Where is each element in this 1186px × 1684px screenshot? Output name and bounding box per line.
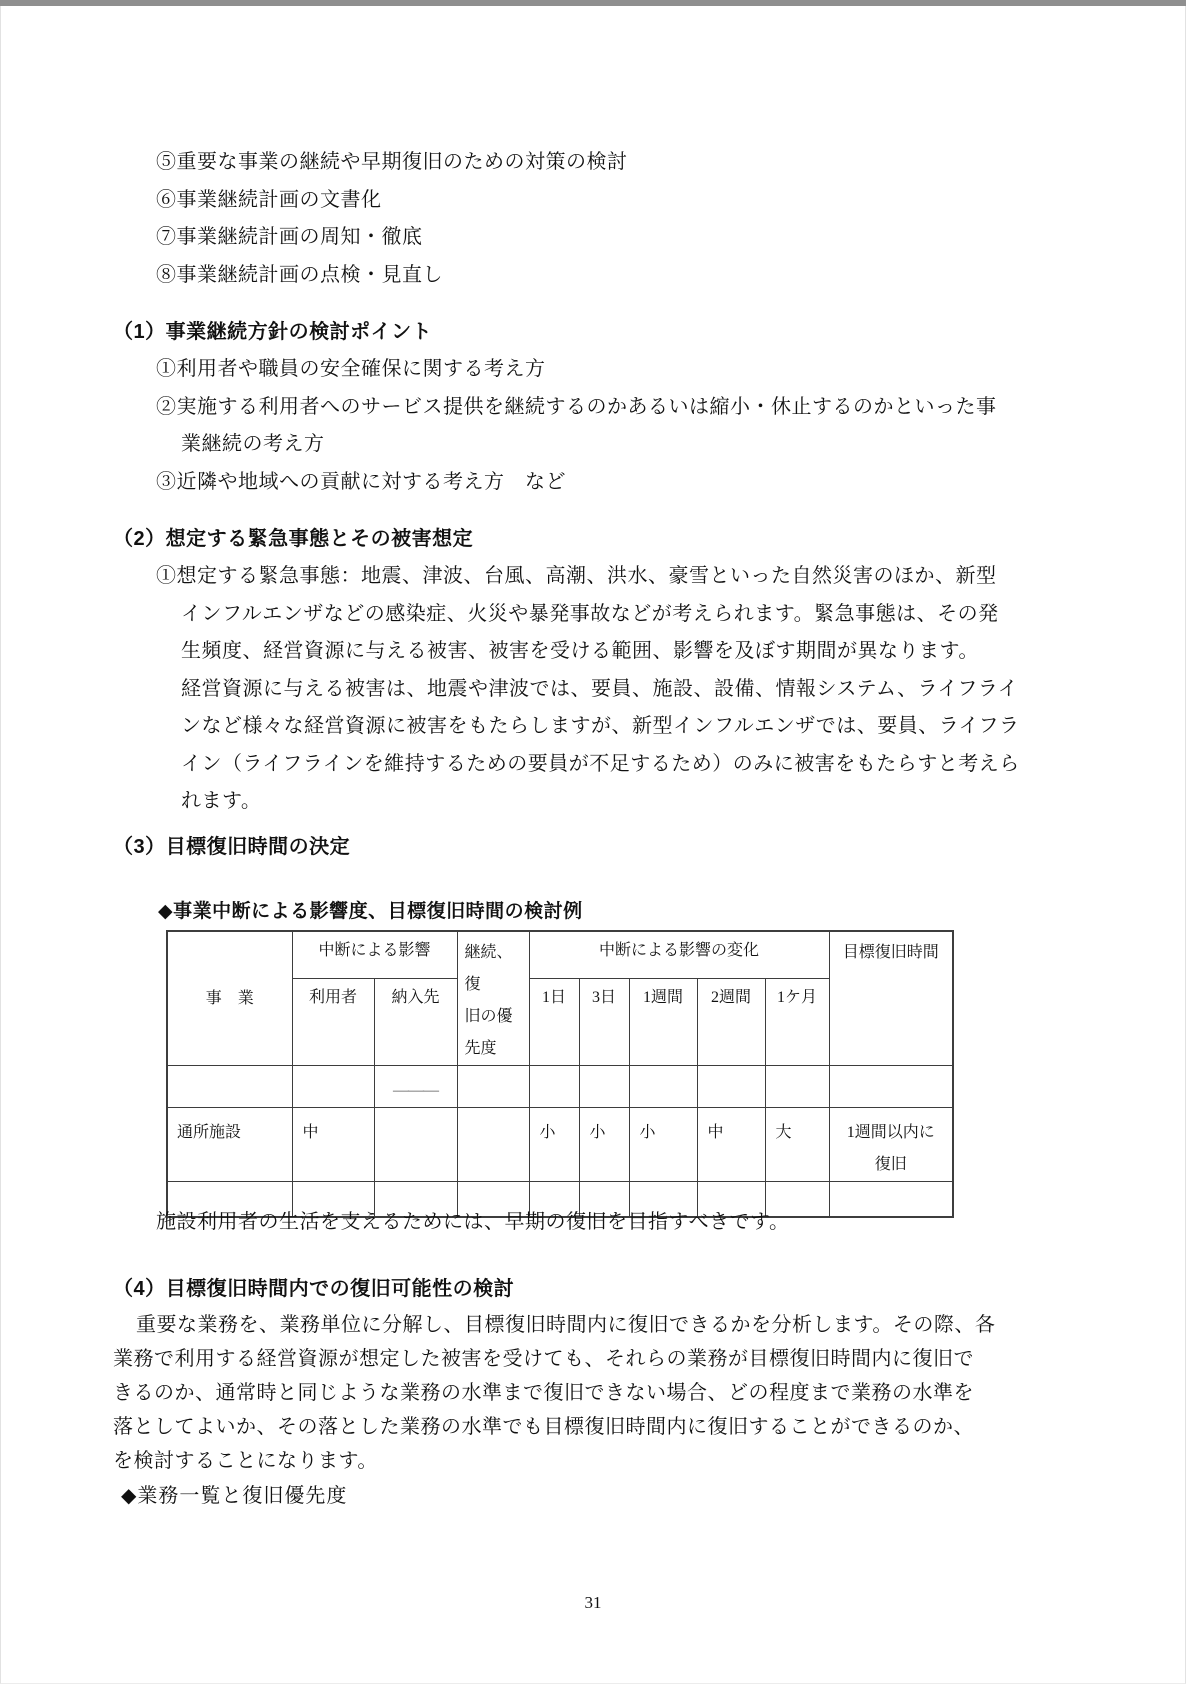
cell-business: 通所施設 (167, 1108, 292, 1182)
col-header-1week: 1週間 (629, 978, 697, 1065)
cell-priority (457, 1066, 529, 1108)
table-row (167, 1066, 953, 1108)
cell-user: 中 (292, 1108, 374, 1182)
cell-business (167, 1066, 292, 1108)
section-4-heading: （4）目標復旧時間内での復旧可能性の検討 (113, 1278, 515, 1300)
cell-1day: 小 (529, 1108, 579, 1182)
col-header-3days: 3日 (579, 978, 629, 1065)
section-3-heading: （3）目標復旧時間の決定 (113, 836, 351, 858)
cell-target (829, 1182, 953, 1217)
cell-2weeks: 中 (697, 1108, 765, 1182)
cell-supplier (374, 1108, 457, 1182)
cell-target: 1週間以内に 復旧 (829, 1108, 953, 1182)
section-1-item-3: ③近隣や地域への貢献に対する考え方 など (156, 470, 566, 493)
impact-table (166, 930, 954, 1218)
cell-1week: 小 (629, 1108, 697, 1182)
col-group-impact: 中断による影響 (292, 931, 457, 978)
cell-3days (579, 1066, 629, 1108)
bcp-steps-list: ⑤重要な事業の継続や早期復旧のための対策の検討 ⑥事業継続計画の文書化 ⑦事業継続計画の周知・徹底 ⑧事業継続計画の点検・見直し (156, 151, 628, 286)
document-page (0, 6, 1186, 1684)
impact-table-caption: ◆事業中断による影響度、目標復旧時間の検討例 (158, 901, 583, 922)
col-header-suppliers: 納入先 (374, 978, 457, 1065)
cell-target (829, 1066, 953, 1108)
cell-3days: 小 (579, 1108, 629, 1182)
section-1-items (156, 351, 997, 501)
col-header-business: 事 業 (167, 931, 292, 1066)
section-2-heading: （2）想定する緊急事態とその被害想定 (113, 528, 474, 550)
col-header-users: 利用者 (292, 978, 374, 1065)
col-header-1month: 1ケ月 (765, 978, 829, 1065)
table-row (167, 1108, 953, 1182)
col-header-target-recovery-time: 目標復旧時間 (829, 931, 953, 1066)
section-1-item-1: ①利用者や職員の安全確保に関する考え方 (156, 358, 546, 380)
section-3-note: 施設利用者の生活を支えるためには、早期の復旧を目指すべきです。 (156, 1211, 790, 1233)
col-header-priority: 継続、復 旧の優 先度 (457, 931, 529, 1066)
cell-user (292, 1066, 374, 1108)
section-4-paragraph: 重要な業務を、業務単位に分解し、目標復旧時間内に復旧できるかを分析します。その際、各 業務で利用する経営資源が想定した被害を受けても、それらの業務が目標復旧時間内に復旧で きるのか、通常時と同じような業務の水準まで復旧できない場合、どの程度まで業務の水準を 落としてよいか、その落とした業務の水準でも目標復旧時間内に復旧することができるのか、 を検討することになります。 (113, 1314, 996, 1472)
cell-2weeks (697, 1066, 765, 1108)
cell-1week (629, 1066, 697, 1108)
cell-1month: 大 (765, 1108, 829, 1182)
cell-1day (529, 1066, 579, 1108)
col-header-2weeks: 2週間 (697, 978, 765, 1065)
col-group-impact-change: 中断による影響の変化 (529, 931, 829, 978)
cell-priority (457, 1108, 529, 1182)
col-header-1day: 1日 (529, 978, 579, 1065)
header-row-groups (167, 931, 953, 978)
task-list-caption: ◆業務一覧と復旧優先度 (121, 1485, 348, 1507)
cell-supplier: ――― (374, 1066, 457, 1108)
section-1-item-2: ②実施する利用者へのサービス提供を継続するのかあるいは縮小・休止するのかといった事 業継続の考え方 (156, 395, 997, 455)
section-1-heading: （1）事業継続方針の検討ポイント (113, 321, 433, 343)
cell-1month (765, 1066, 829, 1108)
impact-table-wrapper (166, 930, 954, 1218)
page-number: 31 (584, 1593, 602, 1612)
section-2-item-1: ①想定する緊急事態：地震、津波、台風、高潮、洪水、豪雪といった自然災害のほか、新型 インフルエンザなどの感染症、火災や暴発事故などが考えられます。緊急事態は、その発 生頻度、経営資源に与える被害、被害を受ける範囲、影響を及ぼす期間が異なります。 経営資源に与える被害は、地震や津波では、要員、施設、設備、情報システム、ライフライ ンなど様々な経営資源に被害をもたらしますが、新型インフルエンザでは、要員、ライフラ イン（ライフラインを維持するための要員が不足するため）のみに被害をもたらすと考えら れます。 (156, 565, 1020, 812)
